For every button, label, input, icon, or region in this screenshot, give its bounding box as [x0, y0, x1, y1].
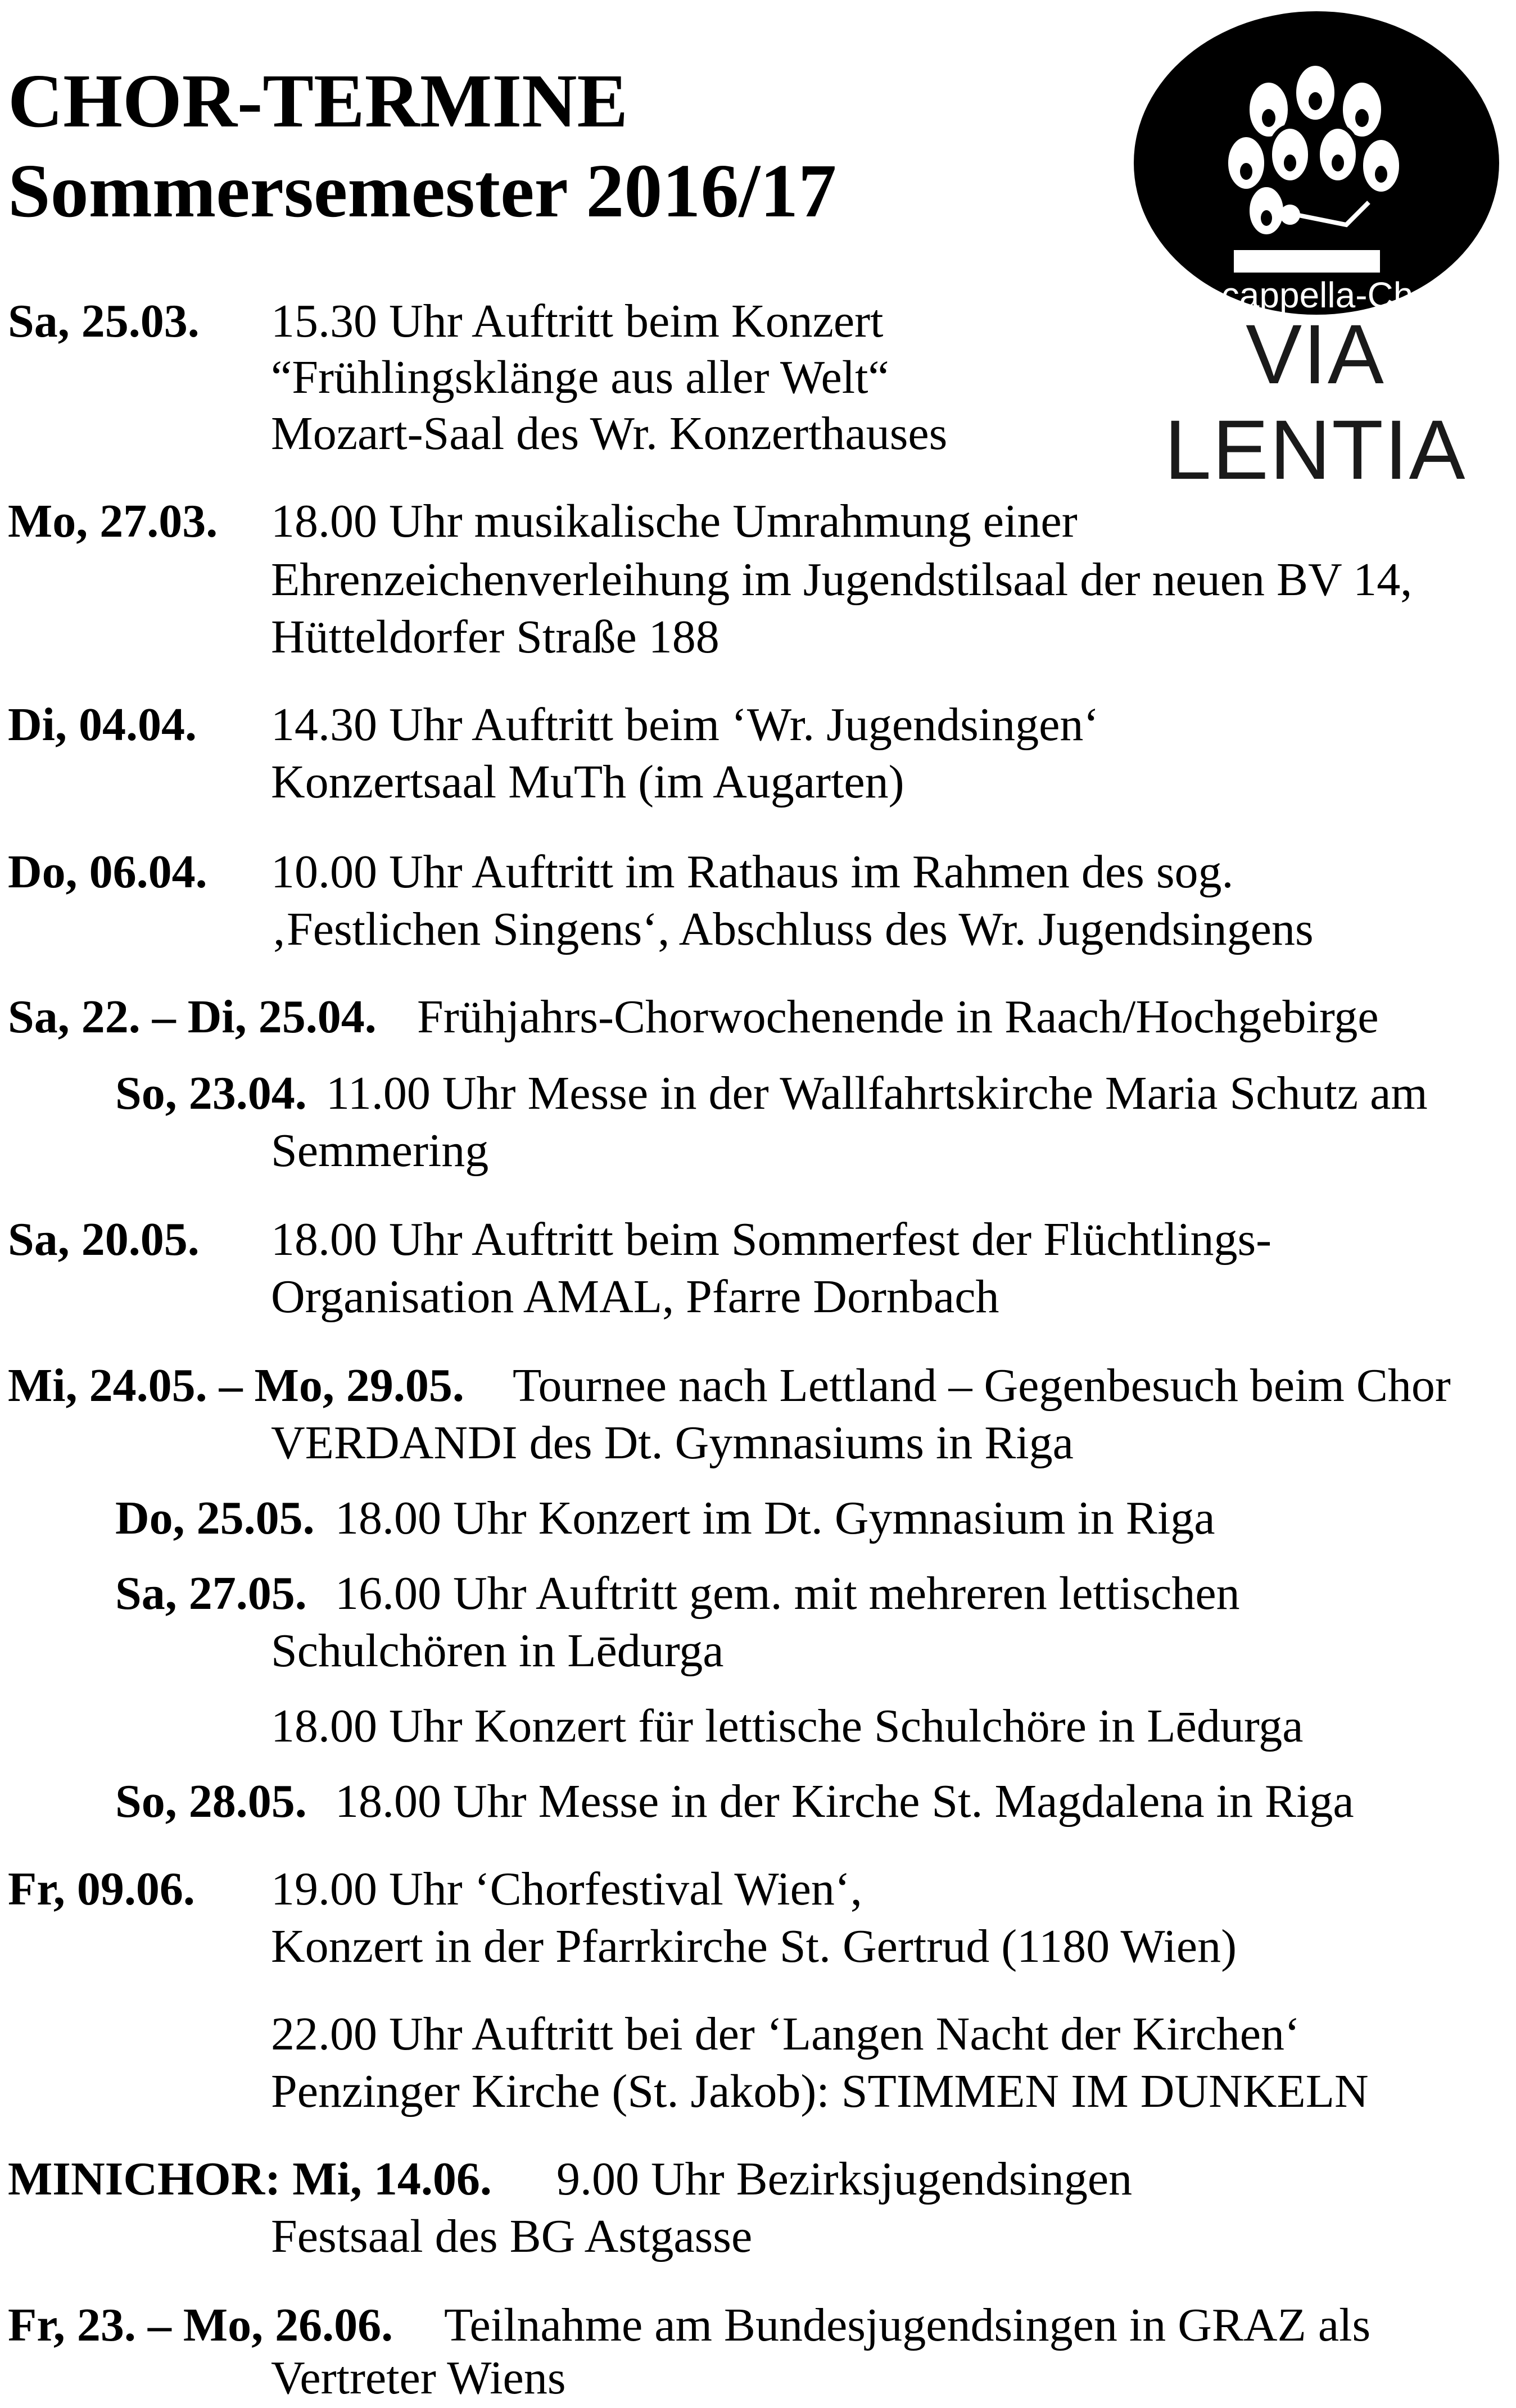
- event-line: 18.00 Uhr Auftritt beim Sommerfest der Flüchtlings-: [271, 1213, 1272, 1266]
- event-line: Teilnahme am Bundesjugendsingen in GRAZ als: [444, 2299, 1371, 2351]
- event-date: Fr, 23. – Mo, 26.06.: [8, 2299, 393, 2351]
- event-line: 19.00 Uhr ‘Chorfestival Wien‘,: [271, 1863, 862, 1915]
- choir-faces-icon: [1121, 11, 1509, 315]
- title-line-1: CHOR-TERMINE: [8, 59, 628, 143]
- event-line: 11.00 Uhr Messe in der Wallfahrtskirche Maria Schutz am: [326, 1067, 1428, 1119]
- event-date: MINICHOR: Mi, 14.06.: [8, 2153, 492, 2205]
- event-date: Sa, 25.03.: [8, 295, 200, 347]
- event-line: 14.30 Uhr Auftritt beim ‘Wr. Jugendsingen‘: [271, 699, 1099, 751]
- event-line: Ehrenzeichenverleihung im Jugendstilsaal der neuen BV 14,: [271, 554, 1413, 606]
- event-line: Frühjahrs-Chorwochenende in Raach/Hochgebirge: [417, 991, 1379, 1043]
- event-line: Konzertsaal MuTh (im Augarten): [271, 756, 904, 808]
- event-line: 9.00 Uhr Bezirksjugendsingen: [556, 2153, 1133, 2205]
- event-line: 18.00 Uhr Konzert im Dt. Gymnasium in Riga: [335, 1492, 1215, 1544]
- event-date: Mi, 24.05. – Mo, 29.05.: [8, 1359, 464, 1412]
- event-line: 10.00 Uhr Auftritt im Rathaus im Rahmen des sog.: [271, 846, 1234, 898]
- event-date: Fr, 09.06.: [8, 1863, 195, 1915]
- event-line: Festsaal des BG Astgasse: [271, 2210, 753, 2262]
- logo-name: VIA LENTIA: [1164, 307, 1467, 497]
- event-line: Vertreter Wiens: [271, 2352, 566, 2404]
- event-line: 16.00 Uhr Auftritt gem. mit mehreren lettischen: [335, 1567, 1240, 1620]
- logo-subtitle: A-cappella-Chor: [1185, 275, 1446, 315]
- event-date: Mo, 27.03.: [8, 495, 218, 547]
- title-line-2: Sommersemester 2016/17: [8, 149, 837, 233]
- event-line: 18.00 Uhr musikalische Umrahmung einer: [271, 495, 1078, 547]
- event-date: Sa, 22. – Di, 25.04.: [8, 991, 377, 1043]
- event-date: Do, 25.05.: [115, 1492, 315, 1544]
- event-date: So, 23.04.: [115, 1067, 307, 1119]
- choir-logo: [1121, 11, 1509, 497]
- event-line: Tournee nach Lettland – Gegenbesuch beim Chor: [513, 1359, 1451, 1412]
- event-line: Penzinger Kirche (St. Jakob): STIMMEN IM DUNKELN: [271, 2065, 1369, 2117]
- event-line: ‚Festlichen Singens‘, Abschluss des Wr. Jugendsingens: [271, 903, 1314, 955]
- page-title: [8, 56, 836, 236]
- event-line: Mozart-Saal des Wr. Konzerthauses: [271, 407, 948, 460]
- event-date: Sa, 20.05.: [8, 1213, 200, 1266]
- event-date: Di, 04.04.: [8, 699, 197, 751]
- event-line: VERDANDI des Dt. Gymnasiums in Riga: [271, 1417, 1074, 1469]
- event-date: So, 28.05.: [115, 1775, 307, 1827]
- event-date: Do, 06.04.: [8, 846, 207, 898]
- event-line: Semmering: [271, 1124, 489, 1177]
- event-line: Konzert in der Pfarrkirche St. Gertrud (1180 Wien): [271, 1920, 1237, 1972]
- event-line: 22.00 Uhr Auftritt bei der ‘Langen Nacht der Kirchen‘: [271, 2008, 1301, 2060]
- event-line: 18.00 Uhr Konzert für lettische Schulchöre in Lēdurga: [271, 1700, 1304, 1752]
- event-line: 18.00 Uhr Messe in der Kirche St. Magdalena in Riga: [335, 1775, 1354, 1827]
- event-line: 15.30 Uhr Auftritt beim Konzert: [271, 295, 884, 347]
- event-date: Sa, 27.05.: [115, 1567, 307, 1620]
- event-line: Schulchören in Lēdurga: [271, 1625, 724, 1677]
- event-line: “Frühlingsklänge aus aller Welt“: [271, 351, 889, 403]
- event-line: Organisation AMAL, Pfarre Dornbach: [271, 1271, 999, 1323]
- event-line: Hütteldorfer Straße 188: [271, 611, 719, 663]
